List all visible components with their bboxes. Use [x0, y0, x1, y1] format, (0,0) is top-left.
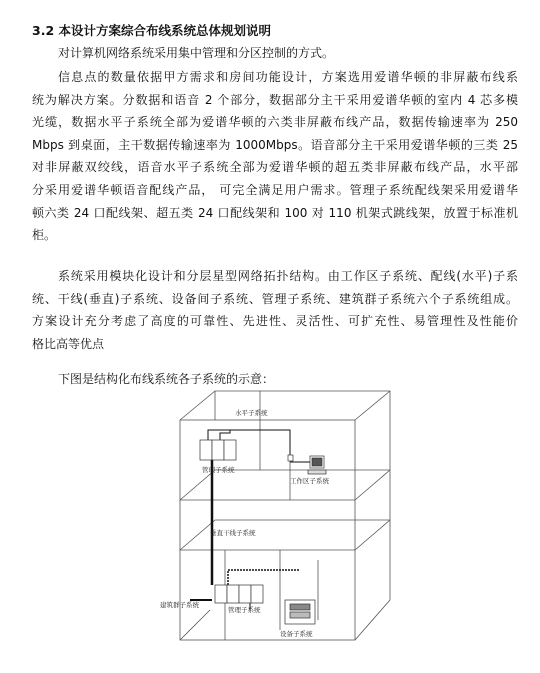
label-equipment: 设备子系统	[280, 630, 313, 638]
management-rack-upper	[200, 440, 236, 460]
label-management-lower: 管理子系统	[228, 606, 261, 614]
paragraph-line: 统为解决方案。分数据和语音 2 个部分，数据部分主干采用爱谱华顿的室内 4 芯多模	[32, 92, 518, 107]
label-campus: 建筑群子系统	[160, 601, 199, 609]
paragraph-line: 统、干线(垂直)子系统、设备间子系统、管理子系统、建筑群子系统六个子系统组成。	[32, 291, 518, 306]
label-backbone: 垂直干线子系统	[210, 529, 256, 537]
cabling-system-diagram	[150, 390, 400, 665]
outlet-icon	[288, 455, 293, 461]
label-horizontal-subsystem: 水平子系统	[235, 409, 268, 417]
paragraph-line: 对非屏蔽双绞线，语音水平子系统全部为爱谱华顿的超五类非屏蔽布线产品，水平部	[32, 160, 518, 175]
paragraph-2	[32, 66, 518, 247]
label-work-area: 工作区子系统	[290, 477, 329, 485]
paragraph-1	[32, 42, 518, 65]
paragraph-line: 格比高等优点	[32, 336, 105, 351]
paragraph-line: 信息点的数量依据甲方需求和房间功能设计，方案选用爱谱华顿的非屏蔽布线系	[58, 70, 518, 84]
section-heading: 3.2 本设计方案综合布线系统总体规划说明	[32, 23, 271, 38]
paragraph-line: 对计算机网络系统采用集中管理和分区控制的方式。	[58, 46, 335, 60]
paragraph-3	[32, 265, 518, 355]
paragraph-line: 分采用爱谱华顿语音配线产品， 可完全满足用户需求。管理子系统配线架采用爱谱华	[32, 182, 518, 197]
figure-caption: 下图是结构化布线系统各子系统的示意：	[58, 372, 275, 386]
computer-icon	[308, 456, 326, 474]
paragraph-line: 系统采用模块化设计和分层星型网络拓扑结构。由工作区子系统、配线(水平)子系	[58, 269, 518, 283]
paragraph-line: 顿六类 24 口配线架、超五类 24 口配线架和 100 对 110 机架式跳线架，放置于标准机	[32, 205, 518, 220]
label-management-upper: 管理子系统	[202, 466, 235, 474]
paragraph-line: 方案设计充分考虑了高度的可靠性、先进性、灵活性、可扩充性、易管理性及性能价	[32, 314, 518, 329]
management-rack-lower	[215, 585, 263, 603]
paragraph-line: 柜。	[32, 228, 57, 243]
paragraph-line: Mbps 到桌面，主干数据传输速率为 1000Mbps。语音部分主干采用爱谱华顿的三类 25	[32, 137, 518, 152]
equipment-cabinet-icon	[285, 600, 315, 624]
paragraph-line: 光缆，数据水平子系统全部为爱谱华顿的六类非屏蔽布线产品，数据传输速率为 250	[32, 115, 518, 130]
